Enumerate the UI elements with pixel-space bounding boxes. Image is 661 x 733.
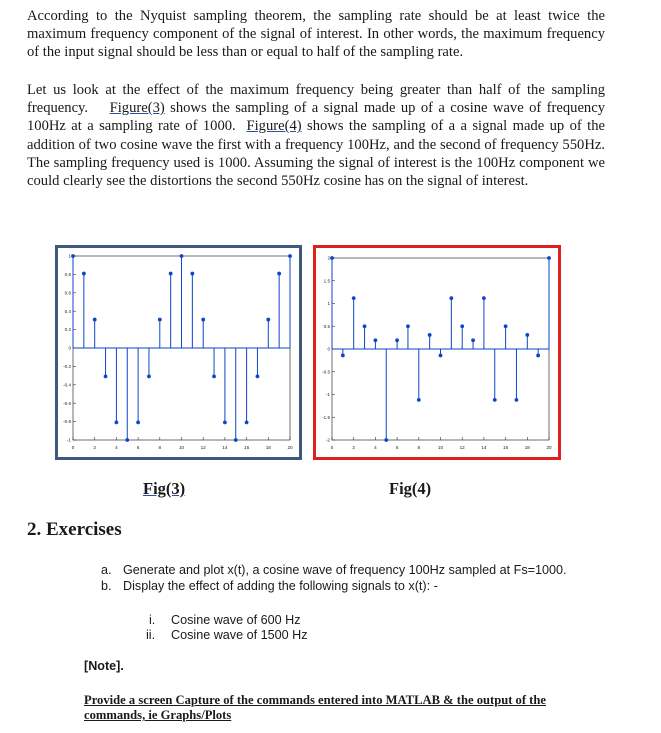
exercise-b-text: Display the effect of adding the following signals to x(t): - bbox=[123, 579, 438, 593]
fig3-xtick-label: 6 bbox=[136, 445, 140, 450]
fig3-stem-point bbox=[169, 272, 173, 276]
figure3-link[interactable]: Figure(3) bbox=[109, 100, 165, 117]
fig3-xtick-label: 18 bbox=[265, 445, 271, 450]
figure4-caption: Fig(4) bbox=[389, 479, 432, 498]
fig4-ytick-label: -1 bbox=[325, 392, 330, 398]
fig3-stem-point bbox=[180, 254, 184, 258]
fig3-stem-point bbox=[147, 375, 151, 379]
fig4-xtick-label: 2 bbox=[352, 445, 355, 450]
fig4-stem-point bbox=[417, 398, 421, 402]
paragraph-effect bbox=[27, 81, 609, 190]
exercise-i-text: Cosine wave of 600 Hz bbox=[171, 613, 301, 627]
fig3-stem-point bbox=[158, 318, 162, 322]
fig4-stem-point bbox=[504, 324, 508, 328]
fig3-stem-point bbox=[277, 272, 281, 276]
fig3-ytick-label: -0.8 bbox=[63, 419, 71, 425]
fig3-stem-point bbox=[234, 438, 238, 442]
fig4-xtick-label: 4 bbox=[374, 445, 377, 450]
fig3-stem-point bbox=[93, 318, 97, 322]
fig3-xtick-label: 2 bbox=[93, 445, 96, 450]
exercise-a-marker: a. bbox=[101, 563, 112, 577]
exercise-b-marker: b. bbox=[101, 579, 112, 593]
fig4-stem-point bbox=[525, 333, 529, 337]
figure4-frame bbox=[313, 245, 561, 460]
paragraph-intro: According to the Nyquist sampling theorem, the sampling rate should be at least twice the maximum frequency component of the signal of interest. In other words, the maximum frequency of the input signal should be less than or equal to half of the sampling rate. bbox=[27, 8, 605, 61]
fig3-ytick-label: 0.2 bbox=[64, 327, 71, 333]
fig3-stem-point bbox=[288, 254, 292, 258]
fig3-stem-point bbox=[190, 272, 194, 276]
fig4-ytick-label: -0.5 bbox=[322, 369, 330, 375]
fig3-ytick-label: -1 bbox=[66, 437, 71, 443]
exercises-heading: 2. Exercises bbox=[27, 519, 122, 540]
fig4-ytick-label: 1.5 bbox=[323, 278, 330, 284]
fig4-stem-point bbox=[374, 338, 378, 342]
fig4-xtick-label: 20 bbox=[546, 445, 552, 450]
fig4-xtick-label: 0 bbox=[330, 445, 334, 450]
fig3-stem-point bbox=[82, 272, 86, 276]
exercise-i-marker: i. bbox=[149, 613, 156, 627]
fig4-stem-point bbox=[547, 256, 551, 260]
exercise-ii-text: Cosine wave of 1500 Hz bbox=[171, 628, 308, 642]
fig4-xtick-label: 8 bbox=[417, 445, 421, 450]
fig4-stem-point bbox=[352, 296, 356, 300]
fig4-stem-point bbox=[493, 398, 497, 402]
exercise-a-text: Generate and plot x(t), a cosine wave of frequency 100Hz sampled at Fs=1000. bbox=[123, 563, 567, 577]
figure4-stem-plot bbox=[316, 248, 558, 457]
paragraph-effect-text-2: shows the sampling of a signal made up of a cosine wave of frequency 100Hz at a sampling rate of 1000. bbox=[27, 100, 609, 135]
fig4-stem-point bbox=[515, 398, 519, 402]
fig3-xtick-label: 4 bbox=[115, 445, 118, 450]
fig3-stem-point bbox=[71, 254, 75, 258]
fig3-ytick-label: 0.6 bbox=[64, 290, 71, 296]
exercise-ii-marker: ii. bbox=[146, 628, 156, 642]
fig4-stem-point bbox=[395, 338, 399, 342]
fig4-stem-point bbox=[449, 296, 453, 300]
fig3-stem-point bbox=[136, 421, 140, 425]
fig4-stem-point bbox=[471, 338, 475, 342]
fig3-ytick-label: -0.2 bbox=[63, 364, 71, 369]
fig4-stem-point bbox=[482, 296, 486, 300]
fig4-xtick-label: 18 bbox=[524, 445, 530, 450]
fig3-stem-point bbox=[245, 421, 249, 425]
fig4-stem-point bbox=[460, 324, 464, 328]
fig4-ytick-label: 1 bbox=[327, 301, 330, 307]
fig4-ytick-label: -2 bbox=[325, 437, 330, 443]
fig3-stem-point bbox=[115, 421, 119, 425]
fig3-stem-point bbox=[104, 375, 108, 379]
figure4-link[interactable]: Figure(4) bbox=[246, 118, 302, 135]
fig3-stem-point bbox=[212, 375, 216, 379]
paragraph-effect-text-3: shows the sampling of a a signal made up of the addition of two cosine wave the first with a frequency 100Hz, and the second of frequency 550Hz. The sampling frequency used is 1000. Assuming the signal of interest is the 100Hz component we could clearly see the distortions the second 550Hz cosine has on the signal of interest. bbox=[27, 118, 605, 190]
fig3-xtick-label: 12 bbox=[200, 445, 206, 450]
fig3-ytick-label: 1 bbox=[68, 253, 71, 259]
fig4-xtick-label: 6 bbox=[395, 445, 399, 450]
fig3-ytick-label: -0.4 bbox=[63, 382, 71, 388]
fig4-stem-point bbox=[439, 354, 443, 358]
fig4-stem-point bbox=[536, 354, 540, 358]
fig4-xtick-label: 10 bbox=[437, 445, 444, 450]
figure3-frame bbox=[55, 245, 302, 460]
fig3-stem-point bbox=[201, 318, 205, 322]
fig3-xtick-label: 16 bbox=[244, 445, 250, 450]
fig3-ytick-label: -0.6 bbox=[63, 400, 71, 406]
fig4-xtick-label: 12 bbox=[459, 445, 465, 450]
fig4-stem-point bbox=[330, 256, 334, 260]
fig4-stem-point bbox=[363, 324, 367, 328]
fig4-xtick-label: 14 bbox=[481, 445, 487, 450]
fig3-ytick-label: 0.8 bbox=[64, 272, 71, 277]
provide-instructions: Provide a screen Capture of the commands entered into MATLAB & the output of the commands, ie Graphs/Plots bbox=[84, 693, 546, 722]
fig3-xtick-label: 20 bbox=[287, 445, 293, 450]
fig3-ytick-label: 0 bbox=[68, 345, 71, 351]
fig3-xtick-label: 14 bbox=[222, 445, 228, 450]
fig4-ytick-label: 0 bbox=[327, 346, 330, 352]
fig4-stem-point bbox=[384, 438, 388, 442]
fig4-ytick-label: 0.5 bbox=[323, 323, 330, 329]
fig3-stem-point bbox=[125, 438, 129, 442]
fig3-ytick-label: 0.4 bbox=[64, 308, 71, 314]
note-label: [Note]. bbox=[84, 659, 124, 673]
fig3-xtick-label: 0 bbox=[71, 445, 75, 450]
fig4-stem-point bbox=[428, 333, 432, 337]
fig3-stem-point bbox=[256, 375, 260, 379]
fig3-stem-point bbox=[266, 318, 270, 322]
fig4-stem-point bbox=[341, 354, 345, 358]
fig4-xtick-label: 16 bbox=[503, 445, 509, 450]
figure3-stem-plot bbox=[58, 248, 299, 457]
paragraph-effect-text-1: Let us look at the effect of the maximum frequency being greater than half of the sampling frequency. bbox=[27, 82, 609, 117]
figure3-caption: Fig(3) bbox=[143, 479, 186, 498]
fig3-stem-point bbox=[223, 421, 227, 425]
fig4-ytick-label: -1.5 bbox=[322, 414, 330, 420]
fig4-ytick-label: 2 bbox=[327, 255, 330, 261]
fig3-xtick-label: 10 bbox=[178, 445, 185, 450]
fig3-xtick-label: 8 bbox=[158, 445, 162, 450]
fig4-stem-point bbox=[406, 324, 410, 328]
